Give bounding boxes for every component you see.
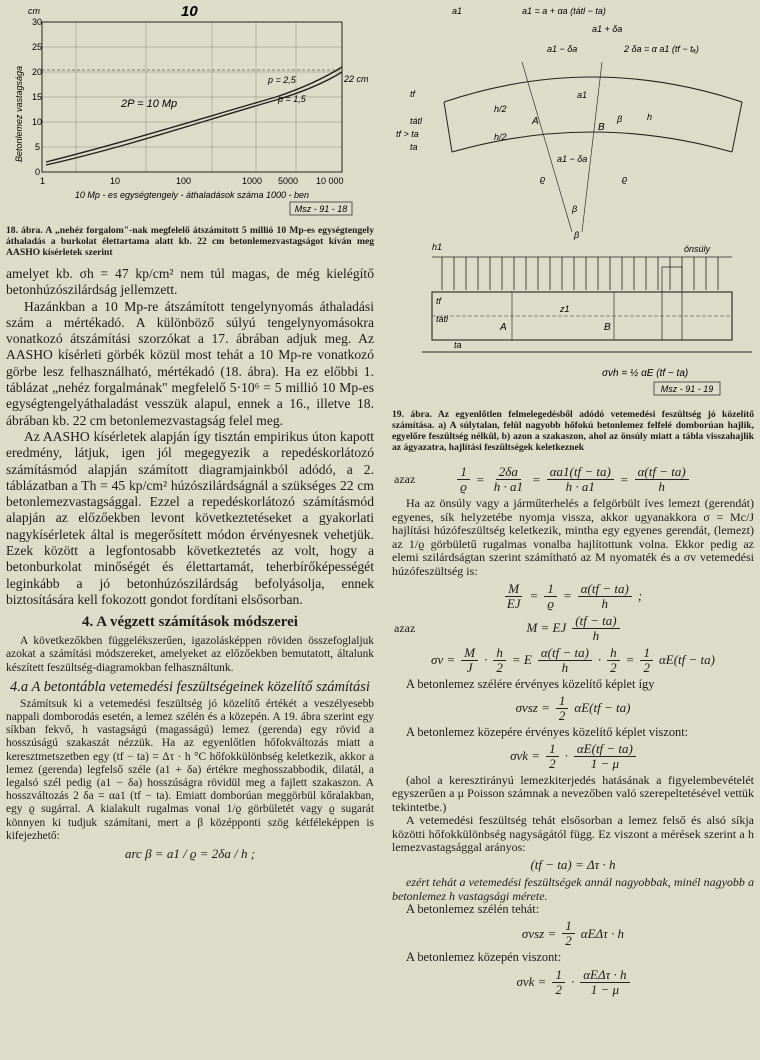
paragraph: A betonlemez közepére érvényes közelítő képlet viszont: bbox=[406, 724, 689, 739]
x-tick-labels bbox=[40, 176, 344, 186]
fig19-tatl: tátl bbox=[410, 116, 423, 126]
x-axis-label: 10 Mp - es egységtengely - áthaladások száma 1000 - ben bbox=[74, 190, 310, 200]
fig19-top-formula: a1 = a + αa (tátl − ta) bbox=[522, 6, 606, 16]
fig19-beta1: β bbox=[572, 204, 578, 214]
figure-19-caption: 19. ábra. Az egyenlőtlen felmelegedésből adódó vetemedési feszültség jó közelítő számítása. a) A súlytalan, felül nagyobb hőfokú betonlemez felfelé domborúan hajlik, egyelőre feszültség nélkül, b) azon a szakaszon, ahol az önsúly miatt a tábla visszahajlik az ágyazatra, hajlítási feszültségek keletkeznek bbox=[392, 409, 754, 453]
fig19-a1-minus: a1 − δa bbox=[547, 44, 578, 54]
y-tick-labels bbox=[32, 17, 42, 177]
fig19-h: h bbox=[647, 112, 653, 122]
fig19-ta2: ta bbox=[454, 340, 462, 350]
fig19-2da: 2 δa = α a1 (tf − tₐ) bbox=[624, 44, 699, 54]
fig19-A: A bbox=[532, 116, 539, 127]
y-tick: 0 bbox=[35, 167, 41, 177]
fig19-h2a: h/2 bbox=[494, 104, 507, 114]
fig19-beta2: β bbox=[617, 114, 623, 124]
paragraph: A betonlemez közepén viszont: bbox=[406, 950, 562, 965]
y-tick: 30 bbox=[32, 17, 43, 27]
slab-right-edge bbox=[732, 102, 742, 152]
fig19-A2: A bbox=[500, 322, 507, 333]
figure-18-chart bbox=[6, 2, 374, 218]
equation-4: σv = $\frac{M}{J}$ · $\frac{h}{2}$ = E $\frac{\alpha(tf - ta)}{h}$ · $\frac{h}{2}$ = $\frac{1}{2}$ αE(tf − ta) bbox=[431, 644, 715, 675]
fig19-rho1: ϱ bbox=[540, 174, 546, 184]
radius-line-1 bbox=[522, 62, 572, 232]
fig19-tag: Msz - 91 - 19 bbox=[660, 384, 714, 394]
radius-line-2 bbox=[582, 62, 602, 232]
bent-slab-top bbox=[444, 77, 742, 102]
fig19-tf2: tf bbox=[436, 296, 442, 306]
fig19-h2b: h/2 bbox=[494, 132, 507, 142]
stress-diagram bbox=[662, 267, 682, 340]
y-tick: 5 bbox=[35, 142, 41, 152]
fig19-z1: z1 bbox=[560, 304, 570, 314]
label-p25: p = 2,5 bbox=[268, 75, 296, 85]
paragraph: Hazánkban a 10 Mp-re átszámított tengelynyomás áthaladási szám a mértékadó. A különböző súlyú tengelynyomásokra vonatkozó átszámítási szorzókat a 17. ábrában adjuk meg. Az AASHO kísérleti görbék közül most tehát a 10 Mp-re vonatkozó görbe lesz felhasználható, mértékadó (18. ábra). Ha ez előbbi 1. táblázat „nehéz forgalmának" megfelelő 5·10⁶ = 5 millió 10 Mp-es egységtengelyáthaladást vesszük alapul, ennek a 16., illetve 18. ábrában kb. 22 cm betonlemezvastagság felel meg. bbox=[6, 298, 374, 428]
right-column bbox=[392, 2, 754, 1000]
fig19-beta-bottom: β bbox=[574, 230, 580, 240]
figure-18-caption: 18. ábra. A „nehéz forgalom"-nak megfelelő átszámított 5 millió 10 Mp-es egységtengely áthaladás a burkolat élettartama alatt kb. 22 cm betonlemezvastagságot kíván meg AASHO kísérletek szerint bbox=[6, 225, 374, 258]
x-tick: 1000 bbox=[242, 176, 263, 186]
equation-8: σvsz = $\frac{1}{2}$ αEΔτ · h bbox=[521, 918, 625, 949]
curve-p25 bbox=[46, 67, 342, 162]
equation-5: σvsz = $\frac{1}{2}$ αE(tf − ta) bbox=[515, 692, 631, 723]
section-4a-heading: 4.a A betontábla vetemedési feszültségeinek közelítő számítási bbox=[10, 678, 370, 695]
paragraph: Az AASHO kísérletek alapján így tisztán empirikus úton kapott eredmény, látjuk, igen jól megegyezik a repedéskorlátozó számításmód alapján számított diagramjainkból adódó, a 2. táblázatban a Th = 45 kp/cm² húzószilárdságnál a szükséges 22 cm betonlemezvastagsággal. Ezzel a repedéskorlátozó számításmód alapján az előzőekben levont következtetéseket a gyakorlati nagykísérletek által is megerősített módon érvényesnek vehetjük. Ezek között a legfontosabb következtetés az volt, hogy a betonburkolat minőségét és élettartamát, teherbírőképességét leginkább a jó betonhúzószilárdság befolyásolja, ennek biztosítására kell fokozott gondot fordítani elsősorban. bbox=[6, 428, 374, 607]
section-4a-text: Számítsuk ki a vetemedési feszültség jó közelítő értékét a veszélyesebb nappali domborodás esetén, a lemez szélén és a közepén. A 19. ábra szerint egy síkban fekvő, h vastagságú (magasságú) lemez (gerenda) egy rövid a hosszúságú szakaszát nézzük. Ha az egyenlőtlen hőfokváltozás miatt a keresztmetszetben egy (tf − ta) = Δτ · h °C hőfokkülönbség keletkezik, akkor a lemez (gerenda) legfelső széle (a1 + δa) értékre meghosszabbodik, dilatál, a legalsó szél pedig (a1 − δa) hosszúságra rövidül meg a fajlett szakaszon. A hosszváltozás 2 δa = αa1 (tf − ta). Emiatt domborúan meggörbül kőralakban, egy ϱ sugárral. A kialakult rugalmas vonal 1/ϱ görbületét vagy ϱ sugarát könnyen ki tudjuk számítani, mert a β középponti szög kétféleképpen is kifejezhető: bbox=[6, 697, 374, 842]
x-tick: 1 bbox=[40, 176, 46, 186]
label-22cm: 22 cm bbox=[344, 74, 369, 84]
azaz-label: azaz bbox=[394, 472, 416, 486]
equation-3: azaz M = EJ $\frac{(tf - ta)}{h}$ bbox=[392, 614, 754, 643]
paragraph: A betonlemez szélére érvényes közelítő képlet így bbox=[406, 676, 655, 691]
fig19-a1-mid: a1 bbox=[577, 90, 588, 100]
load-arrows bbox=[442, 257, 718, 290]
y-unit-label: cm bbox=[28, 6, 40, 16]
fig19-cond: tf > ta bbox=[396, 129, 419, 139]
y-tick: 20 bbox=[32, 67, 43, 77]
equation-7: (tf − ta) = Δτ · h bbox=[530, 857, 616, 873]
figure-19-diagram bbox=[392, 2, 754, 402]
y-axis-label: Betonlemez vastagsága bbox=[14, 65, 24, 163]
left-column bbox=[6, 2, 374, 865]
fig19-rho2: ϱ bbox=[622, 174, 628, 184]
y-tick: 15 bbox=[32, 92, 43, 102]
paragraph: ezért tehát a vetemedési feszültségek annál nagyobbak, minél nagyobb a betonlemez h vastagsági mérete. bbox=[392, 875, 754, 903]
paragraph: A vetemedési feszültség tehát elsősorban a lemez felső és alsó síkja közötti hőfokkülönbség nagyságától függ. Ez viszont a mérések szerint a h lemezvastagsággal arányos: bbox=[392, 813, 754, 854]
label-p15: p = 1,5 bbox=[278, 94, 306, 104]
paragraph: Ha az önsúly vagy a járműterhelés a felgörbült íves lemezt (gerendát) egyenes, sík helyzetébe nyomja vissza, akkor ugyanakkora σ = Mc/J hajlítási húzófeszültség keletkezik, mintha egy egyenes gerendát, (lemezt) az 1/ϱ görbületű rugalmas vonalba hajlítottunk volna. Ekkor pedig az elemi szilárdságtan szerint számítható az M nyomaték és a σv vetemedési húzófeszültség is: bbox=[392, 496, 754, 578]
fig19-ta: ta bbox=[410, 142, 418, 152]
fig19-h1: h1 bbox=[432, 242, 443, 252]
fig19-tf: tf bbox=[410, 89, 416, 99]
x-tick: 5000 bbox=[278, 176, 299, 186]
label-2P: 2P = 10 Mp bbox=[121, 98, 178, 110]
paragraph: amelyet kb. σh = 47 kp/cm² nem túl magas, de még kielégítő betonhúzószilárdság jellemzett. bbox=[6, 266, 374, 298]
page-mark: 10 bbox=[181, 3, 198, 20]
equation-arc: arc β = a1 / ϱ = 2δa / h ; bbox=[124, 846, 256, 862]
equation-2: $\frac{M}{EJ}$ = $\frac{1}{ϱ}$ = $\frac{\alpha(tf - ta)}{h}$ ; bbox=[506, 580, 643, 611]
fig19-a1-bot: a1 − δa bbox=[557, 154, 588, 164]
y-tick: 25 bbox=[32, 42, 43, 52]
fig19-B2: B bbox=[604, 322, 611, 333]
y-tick: 10 bbox=[32, 117, 43, 127]
slab-left-edge bbox=[444, 102, 452, 152]
fig19-a-label: a1 bbox=[452, 6, 463, 16]
azaz-label: azaz bbox=[394, 620, 416, 635]
paragraph: (ahol a keresztirányú lemezkiterjedés hatásának a figyelembevételét egyszerűen a μ Poisson számnak a nevezőben való szerepeltetésével vettük tekintetbe.) bbox=[392, 772, 754, 814]
fig19-B: B bbox=[598, 122, 605, 133]
fig19-sigma: σvh = ½ αE (tf − ta) bbox=[602, 368, 689, 379]
fig19-tatl2: tátl bbox=[436, 314, 449, 324]
fig19-a1-plus: a1 + δa bbox=[592, 24, 623, 34]
fig18-tag: Msz - 91 - 18 bbox=[294, 204, 348, 214]
section-4-heading: 4. A végzett számítások módszerei bbox=[82, 614, 298, 631]
section-4-text: A következőkben függelékszerűen, igazolásképpen röviden összefoglaljuk azokat a számítási módszereket, amelyeket az előzőekben bemutatott, általunk készített feszültség-diagramokban felhasználtunk. bbox=[6, 635, 374, 674]
equation-6: σvk = $\frac{1}{2}$ · $\frac{\alpha E(tf - ta)}{1 - \mu}$ bbox=[392, 742, 754, 771]
equation-9: σvk = $\frac{1}{2}$ · $\frac{\text{αEΔτ · h}}{1 - \mu}$ bbox=[392, 968, 754, 997]
equation-1: azaz $\frac{1}{ϱ}$ = $\frac{2\delta a}{h \cdot a1}$ = $\frac{\alpha a1(tf - ta)}{h \cdot a1}$ = $\frac{\alpha(tf - ta)}{h}$ bbox=[392, 465, 754, 494]
x-tick: 10 bbox=[110, 176, 121, 186]
x-tick: 100 bbox=[176, 176, 192, 186]
paragraph: A betonlemez szélén tehát: bbox=[406, 902, 540, 917]
fig19-onsuly: önsúly bbox=[684, 244, 711, 254]
x-tick: 10 000 bbox=[316, 176, 344, 186]
